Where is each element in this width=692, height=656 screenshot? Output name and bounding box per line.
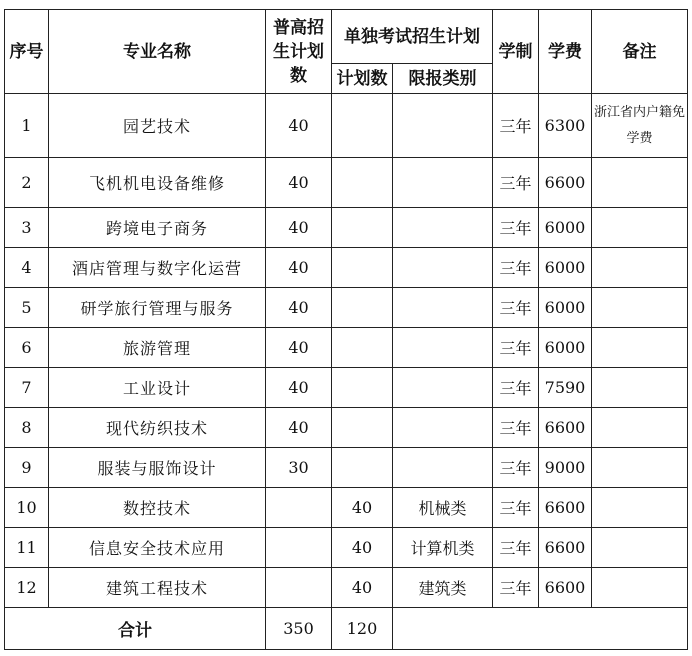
cell-tuition: 6600 (539, 158, 592, 208)
cell-general (266, 488, 332, 528)
header-single-exam: 单独考试招生计划 (332, 10, 493, 64)
cell-tuition: 6600 (539, 528, 592, 568)
cell-remark (592, 328, 688, 368)
table-row (5, 368, 688, 408)
cell-remark (592, 528, 688, 568)
table-row (5, 568, 688, 608)
cell-plan (332, 288, 393, 328)
cell-duration: 三年 (493, 208, 539, 248)
header-duration: 学制 (493, 10, 539, 94)
cell-general: 30 (266, 448, 332, 488)
header-category: 限报类别 (393, 64, 493, 94)
cell-duration: 三年 (493, 94, 539, 158)
cell-remark (592, 408, 688, 448)
total-plan: 120 (332, 608, 393, 650)
cell-seq: 12 (5, 568, 49, 608)
cell-remark (592, 488, 688, 528)
cell-general: 40 (266, 158, 332, 208)
cell-remark: 浙江省内户籍免学费 (592, 94, 688, 158)
cell-general (266, 568, 332, 608)
cell-seq: 3 (5, 208, 49, 248)
cell-category (393, 248, 493, 288)
cell-tuition: 6600 (539, 568, 592, 608)
cell-plan (332, 408, 393, 448)
table-row (5, 248, 688, 288)
cell-duration: 三年 (493, 408, 539, 448)
cell-remark (592, 368, 688, 408)
cell-category (393, 328, 493, 368)
cell-duration: 三年 (493, 528, 539, 568)
cell-tuition: 6300 (539, 94, 592, 158)
cell-seq: 5 (5, 288, 49, 328)
cell-major: 服装与服饰设计 (49, 448, 266, 488)
cell-seq: 10 (5, 488, 49, 528)
cell-general: 40 (266, 208, 332, 248)
cell-plan (332, 448, 393, 488)
cell-duration: 三年 (493, 158, 539, 208)
header-seq: 序号 (5, 10, 49, 94)
cell-category: 机械类 (393, 488, 493, 528)
cell-category: 建筑类 (393, 568, 493, 608)
cell-major: 工业设计 (49, 368, 266, 408)
cell-tuition: 6000 (539, 248, 592, 288)
cell-plan (332, 94, 393, 158)
total-empty (393, 608, 688, 650)
cell-tuition: 6600 (539, 408, 592, 448)
cell-major: 信息安全技术应用 (49, 528, 266, 568)
table-row (5, 208, 688, 248)
cell-category (393, 94, 493, 158)
cell-seq: 11 (5, 528, 49, 568)
cell-major: 研学旅行管理与服务 (49, 288, 266, 328)
header-major: 专业名称 (49, 10, 266, 94)
cell-duration: 三年 (493, 488, 539, 528)
cell-remark (592, 448, 688, 488)
cell-general: 40 (266, 368, 332, 408)
header-plan-count: 计划数 (332, 64, 393, 94)
cell-major: 酒店管理与数字化运营 (49, 248, 266, 288)
total-general: 350 (266, 608, 332, 650)
cell-tuition: 9000 (539, 448, 592, 488)
table-row (5, 288, 688, 328)
cell-category (393, 208, 493, 248)
cell-seq: 4 (5, 248, 49, 288)
header-remarks: 备注 (592, 10, 688, 94)
table-row (5, 528, 688, 568)
cell-duration: 三年 (493, 288, 539, 328)
cell-remark (592, 568, 688, 608)
cell-major: 现代纺织技术 (49, 408, 266, 448)
cell-plan (332, 158, 393, 208)
cell-duration: 三年 (493, 368, 539, 408)
cell-major: 跨境电子商务 (49, 208, 266, 248)
cell-plan (332, 328, 393, 368)
cell-plan: 40 (332, 488, 393, 528)
cell-category: 计算机类 (393, 528, 493, 568)
cell-category (393, 408, 493, 448)
cell-plan: 40 (332, 528, 393, 568)
cell-major: 飞机机电设备维修 (49, 158, 266, 208)
cell-general: 40 (266, 408, 332, 448)
cell-general: 40 (266, 288, 332, 328)
cell-remark (592, 248, 688, 288)
cell-major: 园艺技术 (49, 94, 266, 158)
cell-seq: 6 (5, 328, 49, 368)
cell-category (393, 448, 493, 488)
table-row (5, 94, 688, 158)
header-tuition: 学费 (539, 10, 592, 94)
header-general-plan: 普高招生计划数 (266, 10, 332, 94)
cell-duration: 三年 (493, 448, 539, 488)
cell-tuition: 6000 (539, 208, 592, 248)
cell-seq: 1 (5, 94, 49, 158)
cell-major: 建筑工程技术 (49, 568, 266, 608)
cell-plan (332, 248, 393, 288)
total-row (5, 608, 688, 650)
table-row (5, 488, 688, 528)
cell-general (266, 528, 332, 568)
cell-remark (592, 208, 688, 248)
cell-tuition: 7590 (539, 368, 592, 408)
cell-general: 40 (266, 94, 332, 158)
cell-duration: 三年 (493, 328, 539, 368)
cell-plan (332, 208, 393, 248)
cell-category (393, 288, 493, 328)
cell-tuition: 6000 (539, 328, 592, 368)
cell-seq: 2 (5, 158, 49, 208)
cell-tuition: 6600 (539, 488, 592, 528)
cell-general: 40 (266, 328, 332, 368)
table-row (5, 448, 688, 488)
cell-remark (592, 288, 688, 328)
cell-seq: 7 (5, 368, 49, 408)
cell-major: 数控技术 (49, 488, 266, 528)
total-label: 合计 (5, 608, 266, 650)
cell-remark (592, 158, 688, 208)
cell-tuition: 6000 (539, 288, 592, 328)
cell-duration: 三年 (493, 248, 539, 288)
cell-category (393, 158, 493, 208)
cell-general: 40 (266, 248, 332, 288)
cell-plan (332, 368, 393, 408)
cell-seq: 8 (5, 408, 49, 448)
table-row (5, 408, 688, 448)
admission-plan-table (4, 9, 688, 650)
cell-plan: 40 (332, 568, 393, 608)
table-row (5, 328, 688, 368)
table-row (5, 158, 688, 208)
cell-major: 旅游管理 (49, 328, 266, 368)
cell-duration: 三年 (493, 568, 539, 608)
cell-category (393, 368, 493, 408)
cell-seq: 9 (5, 448, 49, 488)
